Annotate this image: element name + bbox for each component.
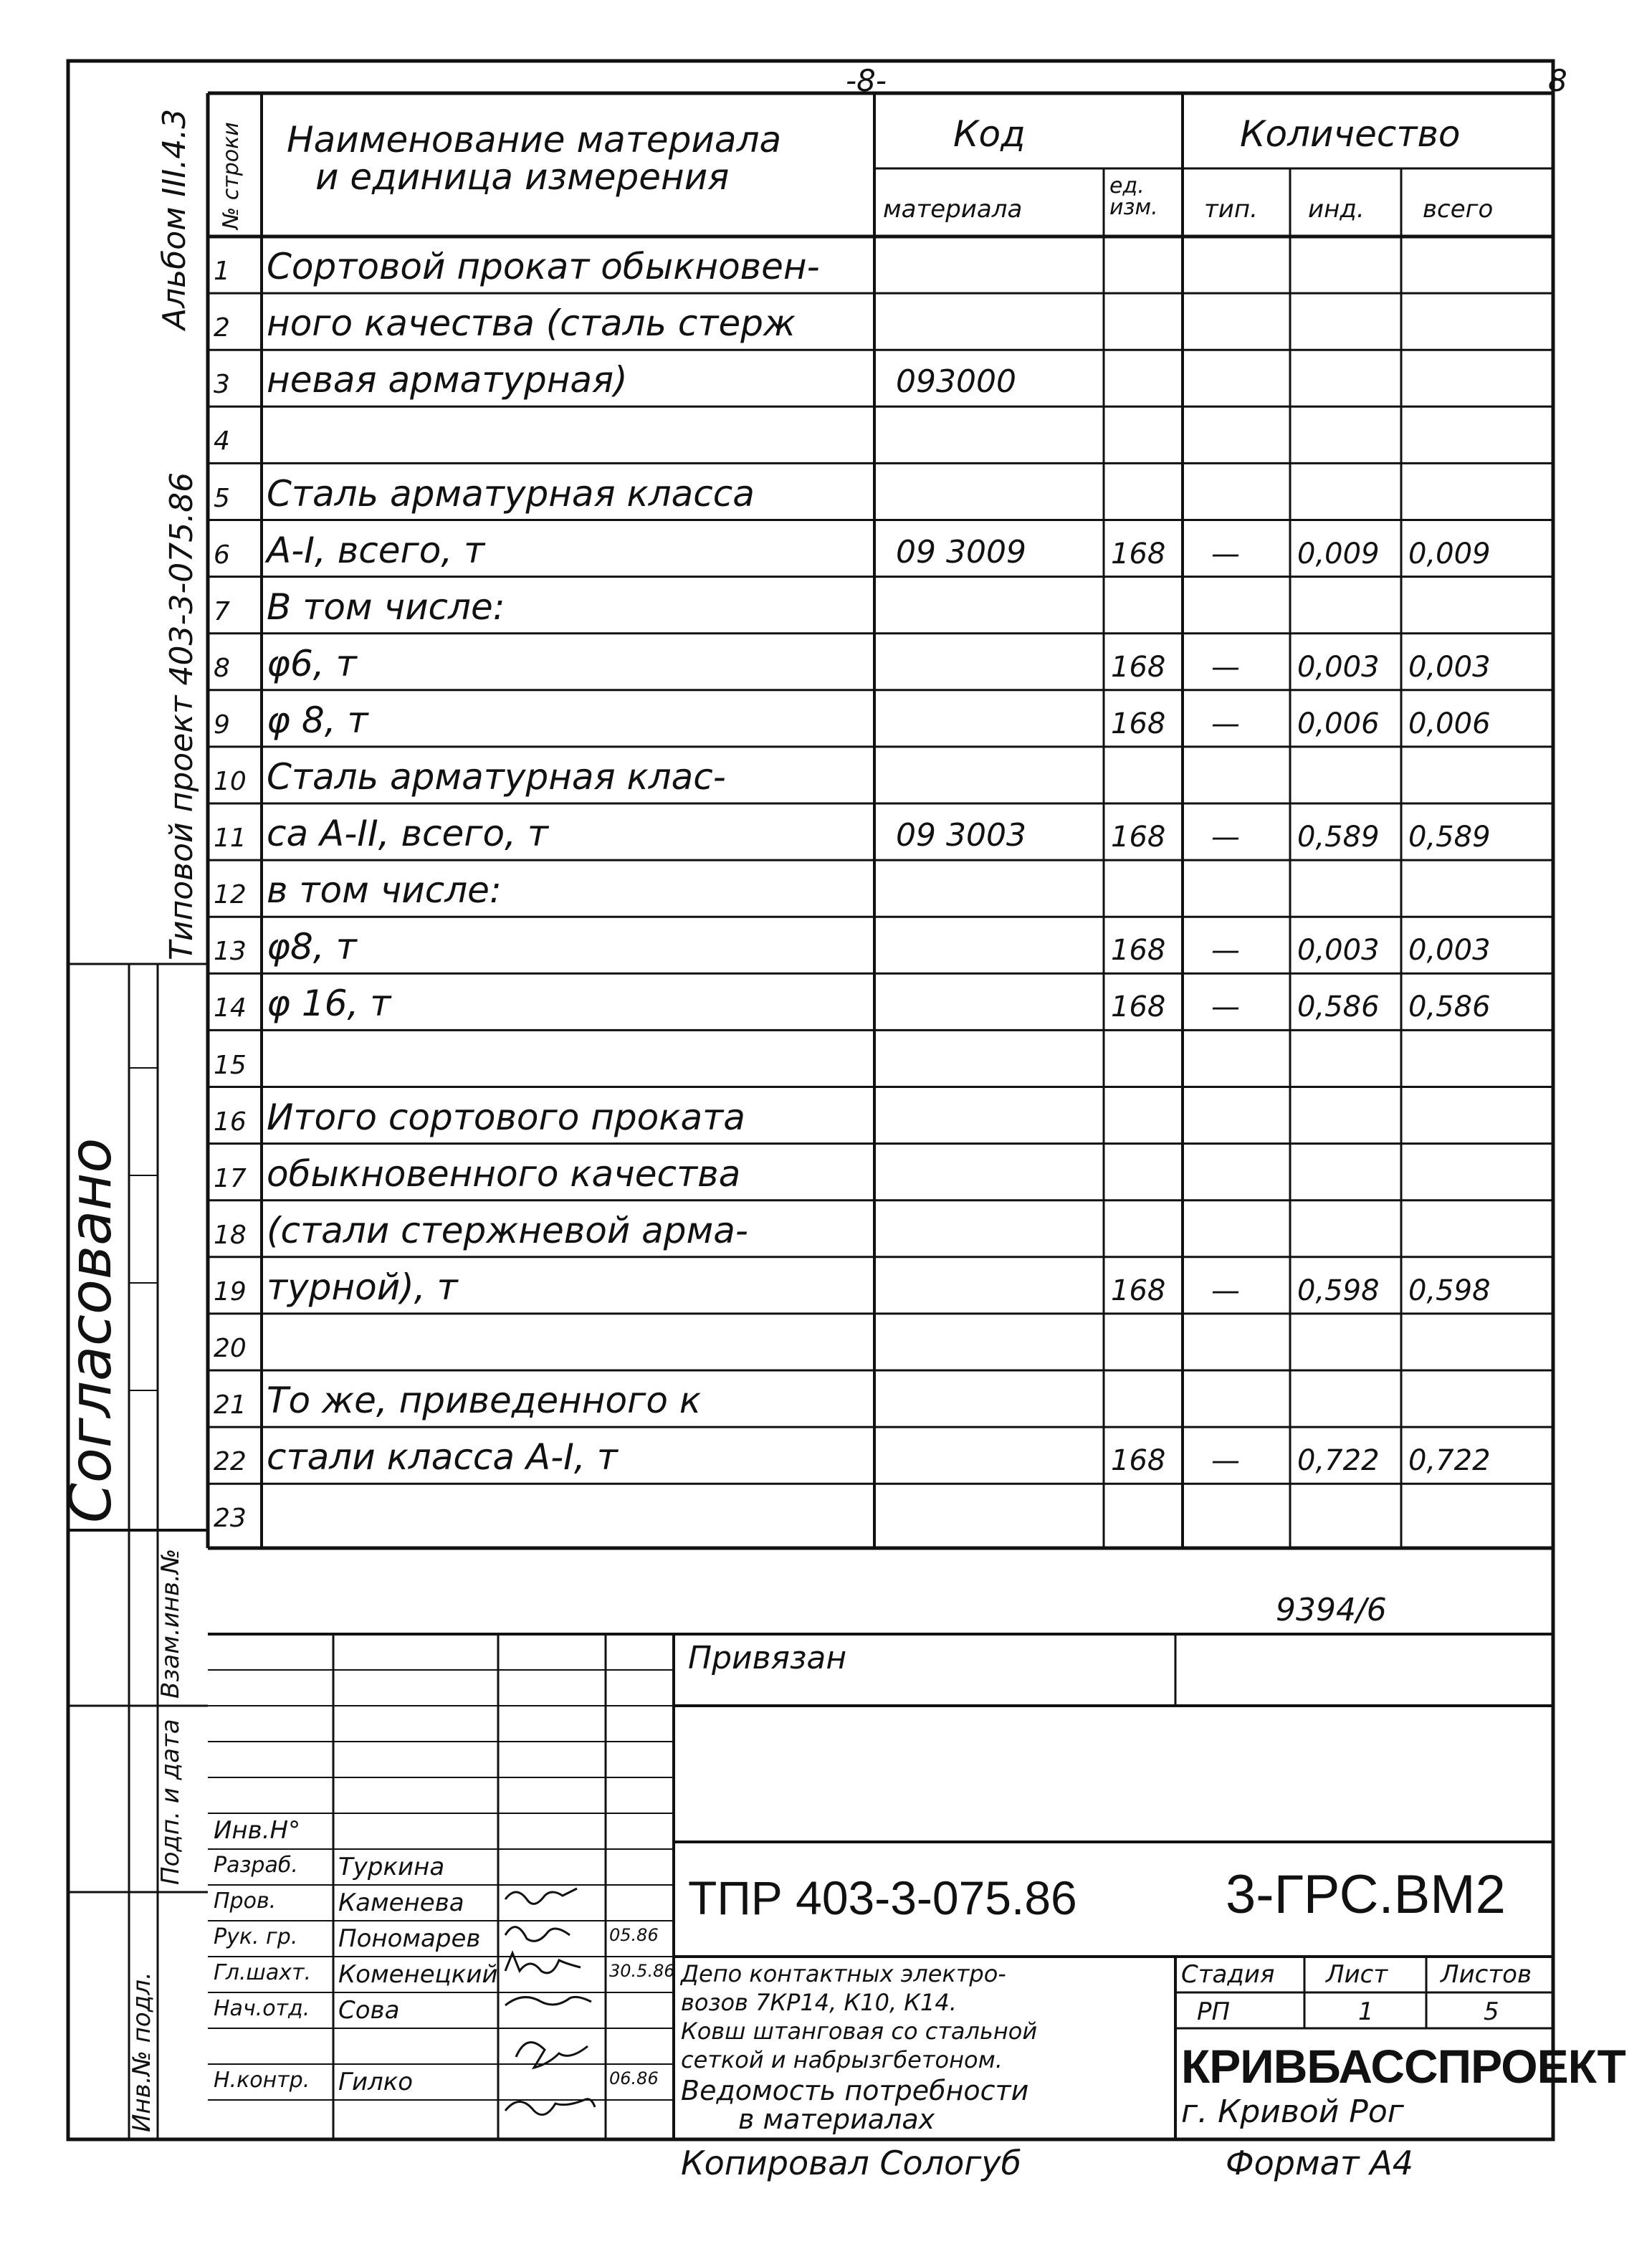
cell-n: 21 <box>214 1390 247 1421</box>
cell-n: 14 <box>214 993 247 1023</box>
cell-total: 0,598 <box>1408 1274 1491 1307</box>
cell-n: 9 <box>214 710 230 740</box>
cell-name: Сортовой прокат обыкновен- <box>267 246 820 288</box>
description-line: возов 7КР14, К10, К14. <box>681 1989 957 2016</box>
cell-typ: — <box>1211 537 1240 570</box>
cell-name: турной), т <box>267 1266 458 1308</box>
agreed-label: Согласовано <box>57 1137 124 1523</box>
signatory-role: Рук. гр. <box>214 1924 298 1949</box>
album-label: Альбом III.4.3 <box>156 108 193 330</box>
stage-label: Стадия <box>1181 1960 1275 1989</box>
cell-total: 0,586 <box>1408 990 1491 1024</box>
stage-value: РП <box>1197 1997 1231 2026</box>
cell-typ: — <box>1211 821 1240 854</box>
format-label: Формат А4 <box>1226 2144 1413 2182</box>
cell-ind: 0,009 <box>1297 537 1380 570</box>
cell-n: 23 <box>214 1504 247 1534</box>
cell-unit: 168 <box>1111 707 1166 740</box>
cell-typ: — <box>1211 1444 1240 1478</box>
cell-n: 13 <box>214 937 247 967</box>
page-number: -8- <box>846 63 887 98</box>
signatory-name: Туркина <box>338 1853 445 1881</box>
cell-total: 0,003 <box>1408 650 1491 684</box>
description-line: Ведомость потребности <box>681 2075 1029 2106</box>
cell-unit: 168 <box>1111 990 1166 1024</box>
cell-name: са А-II, всего, т <box>267 813 549 855</box>
city: г. Кривой Рог <box>1181 2093 1404 2130</box>
cell-n: 6 <box>214 540 230 570</box>
signatory-name: Коменецкий <box>338 1960 498 1989</box>
name-header-line2: и единица измерения <box>315 156 730 198</box>
cell-name: Сталь арматурная клас- <box>267 756 726 798</box>
signatory-name: Гилко <box>338 2068 414 2096</box>
cell-typ: — <box>1211 1274 1240 1307</box>
inv-repl-label: Взам.инв.№ <box>156 1548 185 1699</box>
cell-name: А-I, всего, т <box>267 529 485 571</box>
signatory-date: 30.5.86 <box>609 1961 675 1981</box>
cell-name: стали класса А-I, т <box>267 1436 618 1479</box>
row-number-header: № строки <box>219 122 244 229</box>
description-line: Депо контактных электро- <box>681 1960 1006 1987</box>
cell-total: 0,003 <box>1408 934 1491 968</box>
cell-n: 3 <box>214 370 230 400</box>
cell-code: 09 3003 <box>896 817 1026 854</box>
cell-unit: 168 <box>1111 537 1166 570</box>
cell-total: 0,006 <box>1408 707 1491 740</box>
description-line: в материалах <box>738 2104 935 2135</box>
signatory-date: 06.86 <box>609 2068 659 2088</box>
sheets-label: Листов <box>1441 1960 1532 1989</box>
q-ind-header: инд. <box>1308 195 1365 224</box>
signatory-name: Пономарев <box>338 1924 481 1953</box>
q-type-header: тип. <box>1204 195 1258 224</box>
cell-ind: 0,003 <box>1297 650 1380 684</box>
signatory-name: Сова <box>338 1996 400 2025</box>
cell-n: 1 <box>214 257 230 287</box>
cell-n: 22 <box>214 1447 247 1477</box>
cell-n: 17 <box>214 1163 247 1193</box>
cell-n: 18 <box>214 1220 247 1250</box>
cell-n: 20 <box>214 1334 247 1363</box>
cell-name: Сталь арматурная класса <box>267 472 755 515</box>
cell-n: 7 <box>214 596 230 626</box>
cell-n: 11 <box>214 823 247 854</box>
cell-unit: 168 <box>1111 934 1166 968</box>
cell-code: 09 3009 <box>896 533 1026 570</box>
ref-number: 9394/6 <box>1276 1592 1387 1628</box>
cell-name: φ 8, т <box>267 699 368 741</box>
signatory-name: Каменева <box>338 1889 464 1917</box>
corner-number: 8 <box>1548 63 1567 98</box>
cell-unit: 168 <box>1111 1444 1166 1478</box>
inv-orig-label: Инв.№ подл. <box>128 1972 156 2132</box>
code-material-header: материала <box>883 195 1023 224</box>
signatory-role: Нач.отд. <box>214 1996 310 2021</box>
cell-n: 16 <box>214 1107 247 1137</box>
copied-by: Копировал Сологуб <box>681 2144 1022 2182</box>
cell-unit: 168 <box>1111 1274 1166 1307</box>
quantity-header: Количество <box>1240 113 1461 155</box>
doc-mark: 3-ГРС.ВМ2 <box>1226 1864 1506 1925</box>
cell-name: φ6, т <box>267 642 357 684</box>
description-line: Ковш штанговая со стальной <box>681 2018 1038 2045</box>
cell-total: 0,009 <box>1408 537 1491 570</box>
cell-name: φ 16, т <box>267 983 391 1025</box>
organization-name: КРИВБАССПРОЕКТ <box>1181 2040 1625 2093</box>
signatory-role: Пров. <box>214 1889 277 1914</box>
cell-ind: 0,598 <box>1297 1274 1380 1307</box>
signatory-role: Н.контр. <box>214 2068 310 2093</box>
cell-ind: 0,003 <box>1297 934 1380 968</box>
sheets-value: 5 <box>1484 1997 1499 2026</box>
cell-ind: 0,722 <box>1297 1444 1380 1478</box>
cell-n: 5 <box>214 483 230 513</box>
cell-name: в том числе: <box>267 869 502 912</box>
cell-n: 15 <box>214 1050 247 1080</box>
cell-ind: 0,589 <box>1297 821 1380 854</box>
sheet-value: 1 <box>1358 1997 1374 2026</box>
cell-n: 2 <box>214 313 230 343</box>
cell-name: обыкновенного качества <box>267 1152 741 1195</box>
name-header-line1: Наименование материала <box>287 119 782 161</box>
project-label: Типовой проект 403-3-075.86 <box>163 472 200 960</box>
q-total-header: всего <box>1423 195 1494 224</box>
cell-typ: — <box>1211 934 1240 968</box>
inv-label: Инв.Н° <box>214 1816 301 1845</box>
code-header: Код <box>953 113 1026 155</box>
code-unit-header: ед. изм. <box>1109 173 1158 220</box>
cell-typ: — <box>1211 990 1240 1024</box>
cell-name: В том числе: <box>267 586 505 628</box>
cell-n: 8 <box>214 653 230 683</box>
cell-unit: 168 <box>1111 650 1166 684</box>
cell-n: 10 <box>214 767 247 796</box>
cell-total: 0,722 <box>1408 1444 1491 1478</box>
signatory-date: 05.86 <box>609 1925 659 1945</box>
cell-name: Итого сортового проката <box>267 1096 745 1138</box>
doc-code: ТПР 403-3-075.86 <box>688 1871 1077 1924</box>
signatory-role: Разраб. <box>214 1853 298 1878</box>
cell-n: 19 <box>214 1276 247 1307</box>
sign-date-label: Подп. и дата <box>156 1719 185 1885</box>
cell-name: невая арматурная) <box>267 359 628 401</box>
cell-typ: — <box>1211 650 1240 684</box>
cell-n: 12 <box>214 880 247 910</box>
signatures <box>505 1889 595 2115</box>
cell-name: φ8, т <box>267 926 357 968</box>
bound-label: Привязан <box>688 1640 847 1676</box>
cell-name: (стали стержневой арма- <box>267 1209 748 1251</box>
cell-total: 0,589 <box>1408 821 1491 854</box>
signatory-role: Гл.шахт. <box>214 1960 312 1985</box>
cell-unit: 168 <box>1111 821 1166 854</box>
cell-name: То же, приведенного к <box>267 1380 702 1422</box>
sheet-label: Лист <box>1326 1960 1388 1989</box>
description-line: сеткой и набрызгбетоном. <box>681 2046 1003 2073</box>
cell-ind: 0,006 <box>1297 707 1380 740</box>
cell-typ: — <box>1211 707 1240 740</box>
cell-n: 4 <box>214 426 230 457</box>
cell-code: 093000 <box>896 363 1016 401</box>
cell-ind: 0,586 <box>1297 990 1380 1024</box>
cell-name: ного качества (сталь стерж <box>267 302 796 345</box>
